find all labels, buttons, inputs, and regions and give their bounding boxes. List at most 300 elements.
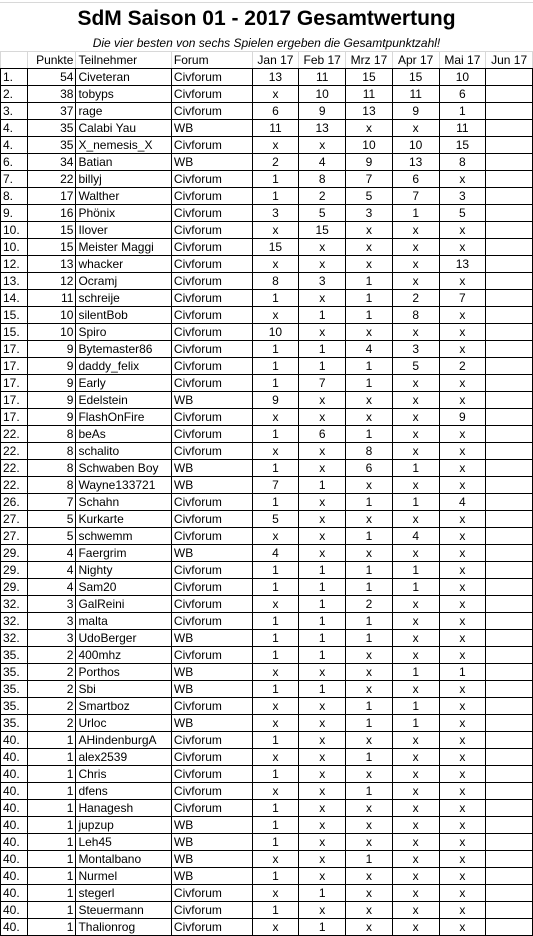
score-cell-feb: 1 [299,596,346,613]
score-cell-mar: 10 [346,137,393,154]
score-cell-jan: 1 [252,647,299,664]
column-header-mar: Mrz 17 [346,52,393,69]
score-cell-apr: x [392,545,439,562]
participant-cell: schalito [76,443,171,460]
score-cell-apr: 6 [392,171,439,188]
points-cell: 1 [27,732,76,749]
points-cell: 4 [27,562,76,579]
score-cell-feb: 3 [299,273,346,290]
points-cell: 37 [27,103,76,120]
participant-cell: whacker [76,256,171,273]
score-cell-may: x [439,596,486,613]
score-cell-may: x [439,783,486,800]
score-cell-may: x [439,273,486,290]
rank-cell: 40. [1,885,28,902]
rank-cell: 3. [1,103,28,120]
score-cell-jun [486,613,533,630]
points-cell: 38 [27,86,76,103]
score-cell-mar: 7 [346,171,393,188]
score-cell-may: x [439,732,486,749]
score-cell-may: x [439,460,486,477]
rank-cell: 32. [1,613,28,630]
score-cell-mar: 13 [346,103,393,120]
rank-cell: 35. [1,715,28,732]
table-row [1,902,533,919]
forum-cell: Civforum [171,732,252,749]
participant-cell: Calabi Yau [76,120,171,137]
score-cell-feb: 6 [299,426,346,443]
participant-cell: daddy_felix [76,358,171,375]
score-cell-mar: 1 [346,613,393,630]
score-cell-may: x [439,851,486,868]
score-cell-jan: 8 [252,273,299,290]
score-cell-mar: x [346,800,393,817]
table-row [1,69,533,86]
score-cell-apr: 8 [392,307,439,324]
forum-cell: Civforum [171,86,252,103]
forum-cell: Civforum [171,562,252,579]
points-cell: 5 [27,528,76,545]
score-cell-may: x [439,307,486,324]
score-cell-apr: x [392,426,439,443]
score-cell-jun [486,494,533,511]
forum-cell: Civforum [171,647,252,664]
rank-cell: 32. [1,596,28,613]
points-cell: 9 [27,358,76,375]
forum-cell: Civforum [171,902,252,919]
participant-cell: Spiro [76,324,171,341]
forum-cell: Civforum [171,103,252,120]
score-cell-feb: 4 [299,154,346,171]
rank-cell: 17. [1,409,28,426]
table-row [1,528,533,545]
score-cell-jan: 10 [252,324,299,341]
score-cell-apr: x [392,596,439,613]
score-cell-feb: 2 [299,188,346,205]
rank-cell: 40. [1,868,28,885]
participant-cell: Bytemaster86 [76,341,171,358]
score-cell-mar: x [346,817,393,834]
score-cell-feb: x [299,392,346,409]
rank-cell: 17. [1,375,28,392]
score-cell-mar: 1 [346,698,393,715]
points-cell: 10 [27,324,76,341]
table-row [1,290,533,307]
score-cell-mar: x [346,256,393,273]
score-cell-jun [486,834,533,851]
score-cell-jun [486,392,533,409]
score-cell-jan: 1 [252,426,299,443]
rank-cell: 22. [1,426,28,443]
score-cell-jun [486,783,533,800]
table-row [1,545,533,562]
score-cell-mar: x [346,545,393,562]
forum-cell: WB [171,817,252,834]
points-cell: 13 [27,256,76,273]
forum-cell: WB [171,868,252,885]
score-cell-may: x [439,171,486,188]
score-cell-feb: x [299,256,346,273]
points-cell: 9 [27,375,76,392]
score-cell-jan: 3 [252,205,299,222]
score-cell-may: x [439,392,486,409]
score-cell-jun [486,698,533,715]
forum-cell: Civforum [171,205,252,222]
score-cell-may: x [439,715,486,732]
score-cell-feb: 1 [299,358,346,375]
score-cell-apr: x [392,239,439,256]
rank-cell: 22. [1,460,28,477]
score-cell-jun [486,103,533,120]
score-cell-jun [486,919,533,936]
participant-cell: Schwaben Boy [76,460,171,477]
score-cell-may: 13 [439,256,486,273]
forum-cell: WB [171,477,252,494]
rank-cell: 26. [1,494,28,511]
page-title: SdM Saison 01 - 2017 Gesamtwertung [0,2,533,35]
participant-cell: Thalionrog [76,919,171,936]
table-row [1,766,533,783]
points-cell: 1 [27,817,76,834]
rank-cell: 22. [1,443,28,460]
score-cell-mar: 1 [346,290,393,307]
score-cell-mar: 1 [346,528,393,545]
forum-cell: Civforum [171,783,252,800]
score-cell-apr: 1 [392,205,439,222]
rank-cell: 12. [1,256,28,273]
score-cell-jun [486,290,533,307]
score-cell-feb: x [299,137,346,154]
score-cell-jan: 1 [252,375,299,392]
score-cell-may: x [439,800,486,817]
points-cell: 1 [27,749,76,766]
rank-cell: 35. [1,681,28,698]
score-cell-jan: x [252,919,299,936]
participant-cell: Montalbano [76,851,171,868]
score-cell-mar: 1 [346,273,393,290]
column-header-participant: Teilnehmer [76,52,171,69]
score-cell-jan: 5 [252,511,299,528]
score-cell-jan: 1 [252,562,299,579]
forum-cell: Civforum [171,596,252,613]
score-cell-feb: x [299,290,346,307]
score-cell-feb: x [299,851,346,868]
points-cell: 4 [27,579,76,596]
score-cell-feb: x [299,749,346,766]
forum-cell: Civforum [171,137,252,154]
score-cell-mar: x [346,834,393,851]
score-cell-apr: 13 [392,154,439,171]
score-cell-feb: x [299,511,346,528]
table-row [1,239,533,256]
points-cell: 34 [27,154,76,171]
score-cell-jun [486,902,533,919]
score-cell-jan: x [252,256,299,273]
rank-cell: 27. [1,511,28,528]
score-cell-apr: 1 [392,562,439,579]
points-cell: 1 [27,851,76,868]
forum-cell: Civforum [171,409,252,426]
participant-cell: Hanagesh [76,800,171,817]
points-cell: 11 [27,290,76,307]
score-cell-may: x [439,919,486,936]
column-header-may: Mai 17 [439,52,486,69]
score-cell-jun [486,222,533,239]
forum-cell: Civforum [171,324,252,341]
score-cell-feb: 7 [299,375,346,392]
standings-body [1,69,533,936]
score-cell-may: x [439,562,486,579]
score-cell-jun [486,885,533,902]
score-cell-mar: x [346,120,393,137]
score-cell-apr: 1 [392,460,439,477]
participant-cell: Smartboz [76,698,171,715]
table-row [1,749,533,766]
forum-cell: Civforum [171,528,252,545]
score-cell-may: 5 [439,205,486,222]
score-cell-jun [486,477,533,494]
score-cell-jan: 1 [252,188,299,205]
score-cell-jan: 1 [252,732,299,749]
score-cell-mar: x [346,868,393,885]
points-cell: 1 [27,919,76,936]
participant-cell: Walther [76,188,171,205]
score-cell-may: x [439,647,486,664]
points-cell: 1 [27,783,76,800]
rank-cell: 40. [1,800,28,817]
score-cell-jan: 1 [252,834,299,851]
score-cell-apr: x [392,766,439,783]
table-row [1,392,533,409]
participant-cell: FlashOnFire [76,409,171,426]
score-cell-feb: x [299,817,346,834]
score-cell-feb: x [299,443,346,460]
score-cell-jun [486,511,533,528]
score-cell-mar: x [346,239,393,256]
participant-cell: beAs [76,426,171,443]
score-cell-apr: x [392,749,439,766]
rank-cell: 40. [1,783,28,800]
participant-cell: dfens [76,783,171,800]
score-cell-jun [486,460,533,477]
score-cell-apr: x [392,630,439,647]
score-cell-mar: 3 [346,205,393,222]
score-cell-mar: x [346,902,393,919]
score-cell-mar: x [346,511,393,528]
participant-cell: Leh45 [76,834,171,851]
score-cell-apr: x [392,256,439,273]
table-row [1,698,533,715]
rank-cell: 10. [1,239,28,256]
score-cell-mar: 9 [346,154,393,171]
rank-cell: 40. [1,749,28,766]
participant-cell: Early [76,375,171,392]
score-cell-feb: x [299,766,346,783]
table-row [1,783,533,800]
score-cell-jan: 1 [252,868,299,885]
score-cell-jun [486,664,533,681]
score-cell-apr: x [392,919,439,936]
score-cell-jun [486,528,533,545]
score-cell-jun [486,137,533,154]
table-row [1,732,533,749]
participant-cell: Steuermann [76,902,171,919]
table-row [1,205,533,222]
score-cell-feb: x [299,409,346,426]
score-cell-apr: x [392,647,439,664]
score-cell-may: x [439,613,486,630]
score-cell-feb: 1 [299,613,346,630]
table-row [1,834,533,851]
score-cell-feb: x [299,868,346,885]
score-cell-apr: 1 [392,698,439,715]
forum-cell: WB [171,834,252,851]
points-cell: 16 [27,205,76,222]
score-cell-apr: x [392,273,439,290]
score-cell-feb: x [299,902,346,919]
score-cell-jun [486,681,533,698]
score-cell-jun [486,715,533,732]
score-cell-apr: 10 [392,137,439,154]
points-cell: 15 [27,239,76,256]
score-cell-apr: x [392,732,439,749]
forum-cell: WB [171,630,252,647]
rank-cell: 35. [1,647,28,664]
forum-cell: WB [171,120,252,137]
rank-cell: 40. [1,834,28,851]
forum-cell: WB [171,715,252,732]
points-cell: 35 [27,120,76,137]
participant-cell: schwemm [76,528,171,545]
score-cell-apr: x [392,783,439,800]
score-cell-feb: x [299,800,346,817]
score-cell-jun [486,341,533,358]
table-row [1,460,533,477]
forum-cell: Civforum [171,341,252,358]
score-cell-jun [486,732,533,749]
score-cell-jan: 13 [252,69,299,86]
column-header-rank [1,52,28,69]
table-row [1,562,533,579]
rank-cell: 10. [1,222,28,239]
table-row [1,919,533,936]
score-cell-apr: 5 [392,358,439,375]
score-cell-may: x [439,239,486,256]
score-cell-jan: 1 [252,766,299,783]
rank-cell: 35. [1,698,28,715]
score-cell-jun [486,409,533,426]
rank-cell: 32. [1,630,28,647]
rank-cell: 17. [1,341,28,358]
points-cell: 54 [27,69,76,86]
score-cell-jan: x [252,664,299,681]
score-cell-feb: 11 [299,69,346,86]
score-cell-jan: 1 [252,171,299,188]
score-cell-mar: 1 [346,630,393,647]
rank-cell: 9. [1,205,28,222]
participant-cell: stegerl [76,885,171,902]
participant-cell: Wayne133721 [76,477,171,494]
rank-cell: 29. [1,579,28,596]
table-row [1,256,533,273]
table-row [1,188,533,205]
points-cell: 22 [27,171,76,188]
score-cell-jan: x [252,443,299,460]
score-cell-jan: 4 [252,545,299,562]
rank-cell: 1. [1,69,28,86]
score-cell-feb: x [299,664,346,681]
score-cell-jun [486,800,533,817]
rank-cell: 15. [1,307,28,324]
score-cell-jan: 15 [252,239,299,256]
score-cell-mar: x [346,664,393,681]
score-cell-jun [486,766,533,783]
table-row [1,664,533,681]
score-cell-jun [486,205,533,222]
forum-cell: Civforum [171,579,252,596]
score-cell-apr: x [392,851,439,868]
score-cell-mar: x [346,647,393,664]
forum-cell: Civforum [171,239,252,256]
participant-cell: alex2539 [76,749,171,766]
score-cell-jan: x [252,596,299,613]
score-cell-feb: x [299,460,346,477]
score-cell-may: x [439,885,486,902]
score-cell-mar: 1 [346,426,393,443]
score-cell-jun [486,120,533,137]
table-row [1,137,533,154]
score-cell-mar: 1 [346,494,393,511]
rank-cell: 40. [1,732,28,749]
table-row [1,800,533,817]
participant-cell: tobyps [76,86,171,103]
forum-cell: Civforum [171,273,252,290]
score-cell-may: x [439,222,486,239]
score-cell-may: 1 [439,664,486,681]
score-cell-mar: 4 [346,341,393,358]
participant-cell: Sbi [76,681,171,698]
table-row [1,103,533,120]
score-cell-may: x [439,443,486,460]
rank-cell: 17. [1,358,28,375]
score-cell-jun [486,545,533,562]
score-cell-feb: 1 [299,477,346,494]
score-cell-jun [486,817,533,834]
participant-cell: Meister Maggi [76,239,171,256]
score-cell-mar: 1 [346,307,393,324]
forum-cell: Civforum [171,290,252,307]
table-row [1,851,533,868]
points-cell: 1 [27,766,76,783]
participant-cell: Urloc [76,715,171,732]
score-cell-mar: x [346,885,393,902]
score-cell-jun [486,188,533,205]
score-cell-jan: x [252,137,299,154]
participant-cell: Ilover [76,222,171,239]
score-cell-may: x [439,868,486,885]
score-cell-may: x [439,426,486,443]
score-cell-jan: 1 [252,681,299,698]
score-cell-jan: 1 [252,902,299,919]
table-row [1,171,533,188]
forum-cell: Civforum [171,375,252,392]
header-row [1,52,533,69]
forum-cell: Civforum [171,511,252,528]
score-cell-may: x [439,341,486,358]
score-cell-apr: x [392,885,439,902]
participant-cell: Chris [76,766,171,783]
score-cell-jun [486,647,533,664]
